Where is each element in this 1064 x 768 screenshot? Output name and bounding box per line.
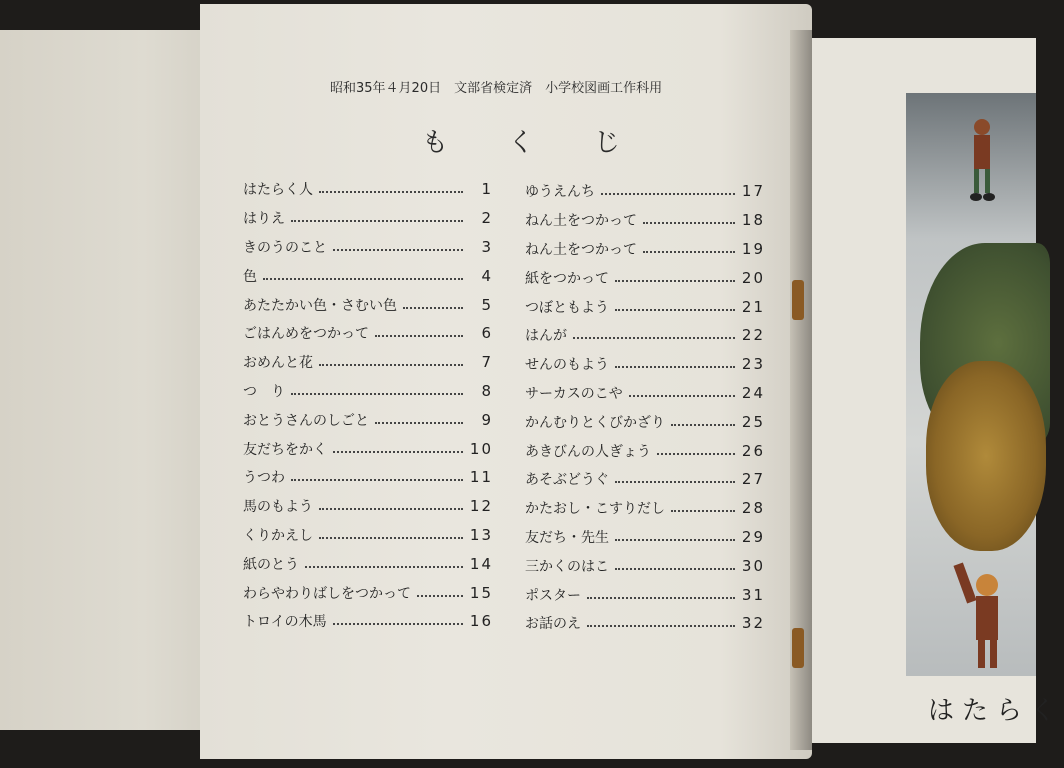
toc-leader-dots	[319, 508, 463, 510]
toc-leader-dots	[375, 422, 463, 424]
toc-leader-dots	[629, 395, 735, 397]
toc-leader-dots	[615, 539, 735, 541]
toc-entry	[525, 292, 765, 321]
toc-leader-dots	[615, 280, 735, 282]
illustration-worker-figure-top	[964, 113, 1000, 203]
toc-entry	[525, 436, 765, 465]
toc-entry-page: 5	[481, 295, 493, 314]
toc-entry	[243, 578, 493, 607]
toc-entry-page: 2	[481, 209, 493, 228]
toc-leader-dots	[319, 191, 463, 193]
binding-staple-bottom	[792, 628, 804, 668]
toc-entry	[525, 263, 765, 292]
toc-entry-title: お話のえ	[525, 616, 581, 633]
toc-leader-dots	[319, 537, 463, 539]
toc-entry	[243, 607, 493, 636]
toc-entry-title: ごはんめをつかって	[243, 326, 369, 343]
toc-entry-page: 10	[469, 439, 493, 458]
toc-entry	[243, 405, 493, 434]
toc-entry	[243, 348, 493, 377]
toc-entry-title: うつわ	[243, 470, 285, 487]
toc-leader-dots	[643, 222, 735, 224]
toc-entry-title: 友だち・先生	[525, 529, 609, 546]
toc-entry-title: 紙をつかって	[525, 270, 609, 287]
toc-entry-page: 17	[741, 182, 765, 201]
illustration-brown-house	[926, 361, 1046, 551]
toc-entry-title: ゆうえんち	[525, 184, 595, 201]
toc-entry-title: つ り	[243, 383, 285, 400]
toc-entry	[243, 463, 493, 492]
toc-entry	[243, 377, 493, 406]
toc-entry-title: あたたかい色・さむい色	[243, 297, 397, 314]
toc-entry	[525, 350, 765, 379]
toc-entry-title: かんむりとくびかざり	[525, 414, 665, 431]
toc-entry-page: 7	[481, 353, 493, 372]
toc-entry-page: 27	[741, 470, 765, 489]
toc-entry-title: 友だちをかく	[243, 441, 327, 458]
toc-entry-title: わらやわりばしをつかって	[243, 585, 411, 602]
illustration-worker-figure-bottom	[952, 563, 1022, 673]
toc-entry-page: 31	[741, 585, 765, 604]
toc-leader-dots	[319, 364, 463, 366]
toc-entry	[525, 580, 765, 609]
toc-entry-title: おめんと花	[243, 355, 313, 372]
toc-leader-dots	[587, 597, 735, 599]
toc-entry-title: ポスター	[525, 587, 581, 604]
toc-entry-page: 18	[741, 211, 765, 230]
toc-entry-page: 23	[741, 355, 765, 374]
toc-entry-page: 11	[469, 468, 493, 487]
toc-entry	[525, 494, 765, 523]
toc-leader-dots	[305, 566, 463, 568]
toc-leader-dots	[615, 481, 735, 483]
toc-entry-page: 24	[741, 383, 765, 402]
right-page-caption: はたらく	[928, 696, 1064, 726]
toc-leader-dots	[657, 453, 735, 455]
toc-entry-page: 32	[741, 614, 765, 633]
toc-entry-title: あきびんの人ぎょう	[525, 443, 651, 460]
toc-leader-dots	[615, 309, 735, 311]
toc-entry	[243, 261, 493, 290]
toc-leader-dots	[615, 568, 735, 570]
toc-entry-title: サーカスのこや	[525, 385, 623, 402]
toc-right-column	[525, 177, 765, 638]
toc-entry-page: 6	[481, 324, 493, 343]
toc-entry	[243, 290, 493, 319]
toc-entry	[243, 204, 493, 233]
toc-entry	[525, 407, 765, 436]
toc-leader-dots	[643, 251, 735, 253]
toc-leader-dots	[291, 393, 463, 395]
toc-entry-title: かたおし・こすりだし	[525, 501, 665, 518]
toc-left-column	[243, 175, 493, 636]
toc-entry-title: 色	[243, 268, 257, 285]
toc-entry	[525, 321, 765, 350]
toc-entry-title: おとうさんのしごと	[243, 412, 369, 429]
toc-entry	[525, 177, 765, 206]
toc-entry-title: あそぶどうぐ	[525, 472, 609, 489]
toc-entry	[525, 206, 765, 235]
toc-leader-dots	[375, 335, 463, 337]
toc-entry	[525, 523, 765, 552]
toc-entry-page: 8	[481, 381, 493, 400]
approval-line: 昭和35年４月20日 文部省検定済 小学校図画工作科用	[330, 81, 663, 96]
toc-entry	[525, 379, 765, 408]
toc-entry-page: 29	[741, 527, 765, 546]
toc-leader-dots	[601, 193, 735, 195]
toc-entry-page: 20	[741, 268, 765, 287]
child-drawing-illustration	[906, 93, 1036, 676]
toc-entry-page: 21	[741, 297, 765, 316]
toc-entry	[525, 235, 765, 264]
toc-entry-page: 15	[469, 583, 493, 602]
toc-entry-title: ねん土をつかって	[525, 213, 637, 230]
toc-entry-page: 22	[741, 326, 765, 345]
toc-entry-page: 9	[481, 410, 493, 429]
toc-entry	[525, 609, 765, 638]
toc-leader-dots	[671, 424, 735, 426]
toc-entry	[243, 434, 493, 463]
toc-leader-dots	[263, 278, 463, 280]
toc-leader-dots	[291, 220, 463, 222]
toc-leader-dots	[333, 623, 463, 625]
toc-leader-dots	[587, 625, 735, 627]
toc-title: もくじ	[422, 128, 681, 158]
toc-leader-dots	[573, 337, 735, 339]
toc-leader-dots	[333, 249, 463, 251]
toc-leader-dots	[615, 366, 735, 368]
toc-entry-page: 19	[741, 239, 765, 258]
toc-entry-title: 三かくのはこ	[525, 558, 609, 575]
toc-entry-page: 25	[741, 412, 765, 431]
toc-entry-title: はたらく人	[243, 182, 313, 199]
toc-entry-page: 16	[469, 612, 493, 631]
toc-leader-dots	[291, 479, 463, 481]
toc-entry-page: 1	[481, 180, 493, 199]
toc-entry-page: 26	[741, 441, 765, 460]
toc-entry-page: 4	[481, 266, 493, 285]
toc-entry-page: 30	[741, 556, 765, 575]
toc-entry	[243, 521, 493, 550]
toc-entry	[525, 465, 765, 494]
toc-entry-page: 3	[481, 237, 493, 256]
toc-entry-title: はりえ	[243, 211, 285, 228]
toc-entry-page: 28	[741, 499, 765, 518]
toc-leader-dots	[417, 595, 463, 597]
toc-entry-title: 馬のもよう	[243, 499, 313, 516]
toc-entry-page: 12	[469, 497, 493, 516]
toc-leader-dots	[671, 510, 735, 512]
binding-staple-top	[792, 280, 804, 320]
toc-entry	[243, 175, 493, 204]
toc-entry-page: 13	[469, 525, 493, 544]
toc-entry	[243, 233, 493, 262]
toc-leader-dots	[403, 307, 463, 309]
toc-entry	[243, 492, 493, 521]
toc-entry-title: つぼともよう	[525, 299, 609, 316]
toc-entry-page: 14	[469, 554, 493, 573]
toc-entry-title: きのうのこと	[243, 239, 327, 256]
toc-entry-title: ねん土をつかって	[525, 241, 637, 258]
toc-entry-title: 紙のとう	[243, 556, 299, 573]
toc-entry	[243, 319, 493, 348]
toc-entry	[243, 549, 493, 578]
toc-entry-title: せんのもよう	[525, 357, 609, 374]
toc-leader-dots	[333, 451, 463, 453]
toc-entry	[525, 551, 765, 580]
toc-entry-title: トロイの木馬	[243, 614, 327, 631]
toc-entry-title: くりかえし	[243, 527, 313, 544]
toc-entry-title: はんが	[525, 328, 567, 345]
